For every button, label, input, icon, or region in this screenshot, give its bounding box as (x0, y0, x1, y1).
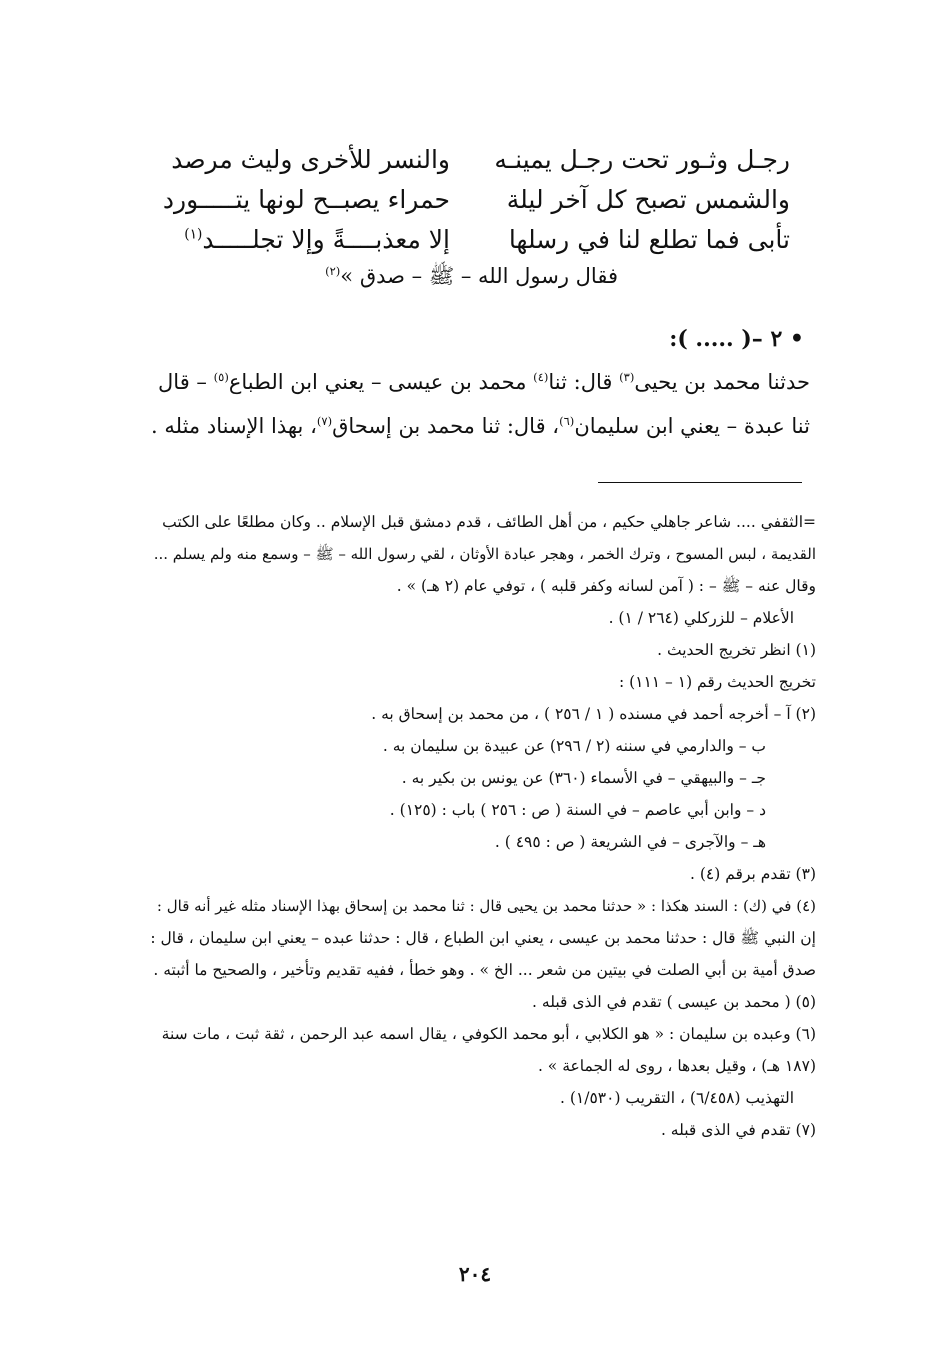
hadith-number-heading: • ٢ –( ..... ): (669, 326, 804, 352)
verse-left-hemistich: حمراء يصبــح لونها يتـــــورد (162, 185, 450, 214)
poem-verse (150, 180, 790, 220)
footnote-line: (٣) تقدم برقم (٤) . (690, 865, 816, 883)
footnote-line: جـ – والبيهقي – في الأسماء (٣٦٠) عن يونس بن بكير به . (401, 769, 766, 787)
hadith-text-part: ثنا عبدة – يعني ابن سليمان (574, 414, 810, 438)
footnote-marker: (٧) (316, 414, 333, 428)
hadith-line (140, 360, 810, 404)
footnote-line: الأعلام – للزركلي (٢٦٤ / ١) . (608, 609, 794, 627)
page-number: ٢٠٤ (458, 1262, 492, 1286)
footnote-marker: (٥) (213, 370, 229, 384)
verse-left-text: إلا معذبــــةً وإلا تجلـــــد (202, 225, 450, 254)
footnote-separator (598, 482, 802, 483)
footnote-line: إن النبي ﷺ قال : حدثنا محمد بن عيسى ، يعني ابن الطباع ، قال : حدثنا عبده – يعني ابن سليمان ، قال : (150, 929, 816, 947)
footnote-line: وقال عنه – ﷺ – : ( آمن لسانه وكفر قلبه ) ، توفي عام (٢ هـ) » . (396, 577, 816, 595)
footnote-line: (٦) وعبده بن سليمان : « هو الكلابي ، أبو محمد الكوفي ، يقال اسمه عبد الرحمن ، ثقة ثبت ، مات سنة (161, 1025, 816, 1043)
footnote-line: (٧) تقدم في الذى قبله . (660, 1121, 816, 1139)
poem-attribution (325, 256, 618, 296)
footnote-line: صدق أمية بن أبي الصلت في بيتين من شعر ... الخ » . وهو خطأ ، ففيه تقديم وتأخير ، والصحيح ما أثبته . (153, 961, 816, 979)
footnote-marker: (١) (184, 226, 203, 243)
footnote-marker: (٣) (619, 370, 635, 384)
verse-right-hemistich: تأبى فما تطلع لنا في رسلها (508, 225, 790, 254)
footnotes (148, 506, 816, 1146)
footnote-line: (١٨٧ هـ) ، وقيل بعدها ، روى له الجماعة » . (537, 1057, 816, 1075)
footnote-line: د – وابن أبي عاصم – في السنة ( ص : ٢٥٦ ) باب : (١٢٥) . (389, 801, 766, 819)
footnote-line: التهذيب (٦/٤٥٨) ، التقريب (١/٥٣٠) . (560, 1089, 794, 1107)
poem-verse (150, 140, 790, 180)
footnote-line: (٢) آ – أخرجه أحمد في مسنده ( ١ / ٢٥٦ ) ، من محمد بن إسحاق به . (371, 705, 816, 723)
hadith-text-part: حدثنا محمد بن يحيى (634, 370, 810, 394)
footnote-marker: (٢) (325, 264, 341, 278)
poem (150, 140, 790, 260)
verse-right-hemistich: والشمس تصبح كل آخر ليلة (506, 185, 790, 214)
footnote-line: ب – والدارمي في سننه (٢ / ٢٩٦) عن عبيدة بن سليمان به . (382, 737, 766, 755)
verse-left-hemistich (150, 220, 450, 260)
footnote-marker: (٤) (533, 370, 549, 384)
hadith-text-part: ، قال: ثنا محمد بن إسحاق (332, 414, 560, 438)
hadith-text-part: محمد بن عيسى – يعني ابن الطباع (228, 370, 534, 394)
verse-right-hemistich: رجـل وثـور تحت رجـل يمينـه (494, 145, 790, 174)
hadith-text-part: – قال (158, 370, 214, 394)
footnote-line: تخريج الحديث رقم (١ – ١١١) : (618, 673, 816, 691)
footnote-line: (٥) ( محمد بن عيسى ) تقدم في الذى قبله . (532, 993, 816, 1011)
footnote-line: القديمة ، لبس المسوح ، وترك الخمر ، وهجر عبادة الأوثان ، لقي رسول الله – ﷺ – وسمع منه ولم يسلم ... (153, 545, 816, 563)
footnote-line: =الثقفي .... شاعر جاهلي حكيم ، من أهل الطائف ، قدم دمشق قبل الإسلام .. وكان مطلعًا على الكتب (162, 513, 816, 531)
hadith-text (140, 360, 810, 448)
poem-verse (150, 220, 790, 260)
footnote-marker: (٦) (559, 414, 575, 428)
footnote-line: (٤) في (ك) : السند هكذا : « حدثنا محمد بن يحيى قال : ثنا محمد بن إسحاق بهذا الإسناد مثله غير أنه قال : (156, 897, 816, 915)
footnote-line: (١) انظر تخريج الحديث . (657, 641, 816, 659)
hadith-text-part: قال: ثنا (548, 370, 620, 394)
hadith-text-part: ، بهذا الإسناد مثله . (151, 414, 317, 438)
footnote-line: هـ – والآجرى – في الشريعة ( ص : ٤٩٥ ) . (494, 833, 766, 851)
hadith-line (140, 404, 810, 448)
verse-left-hemistich: والنسر للأخرى وليث مرصد (171, 145, 450, 174)
attribution-text: فقال رسول الله – ﷺ – صدق » (340, 264, 618, 288)
